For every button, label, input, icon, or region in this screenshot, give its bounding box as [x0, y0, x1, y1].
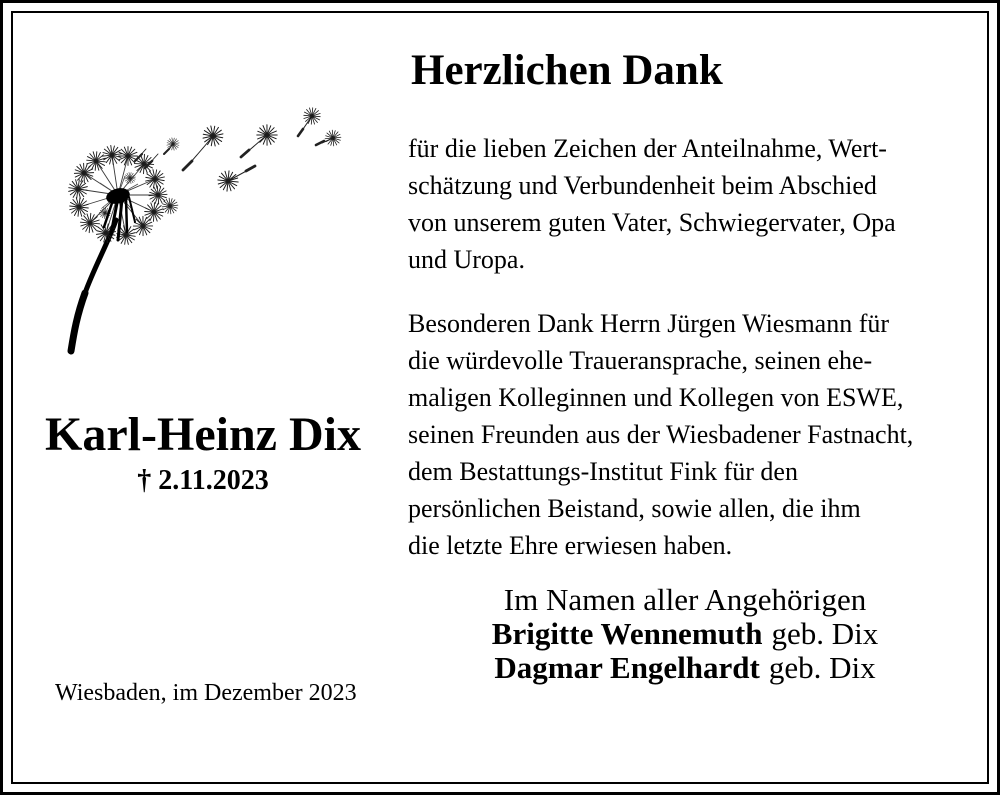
place-dateline: Wiesbaden, im Dezember 2023 — [55, 680, 357, 706]
text-line: seinen Freunden aus der Wiesbadener Fastnacht, — [408, 420, 914, 449]
text-line: und Uropa. — [408, 245, 525, 274]
text-line: für die lieben Zeichen der Anteilnahme, Wert- — [408, 134, 887, 163]
paragraph-condolence-thanks — [408, 130, 986, 278]
family-block — [430, 583, 940, 685]
family-intro: Im Namen aller Angehörigen — [503, 582, 867, 617]
text-line: dem Bestattungs-Institut Fink für den — [408, 457, 798, 486]
family-member — [430, 651, 940, 685]
text-line: die würdevolle Traueransprache, seinen ehe- — [408, 346, 873, 375]
thanks-text — [408, 130, 986, 564]
text-line: Besonderen Dank Herrn Jürgen Wiesmann für — [408, 309, 890, 338]
family-member — [430, 617, 940, 651]
dandelion-icon — [30, 88, 360, 373]
death-date-line — [28, 466, 378, 496]
family-member-name: Brigitte Wennemuth — [491, 616, 763, 651]
deceased-name: Karl-Heinz Dix — [45, 408, 361, 461]
text-line: schätzung und Verbundenheit beim Abschied — [408, 171, 877, 200]
text-line: maligen Kolleginnen und Kollegen von ESWE, — [408, 383, 904, 412]
paragraph-special-thanks — [408, 305, 986, 564]
text-line: die letzte Ehre erwiesen haben. — [408, 531, 733, 560]
page-title: Herzlichen Dank — [411, 47, 723, 94]
dagger-icon: † — [137, 465, 152, 496]
deceased-block — [28, 408, 378, 496]
family-member-name: Dagmar Engelhardt — [494, 650, 760, 685]
text-line: persönlichen Beistand, sowie allen, die ihm — [408, 494, 861, 523]
family-member-suffix: geb. Dix — [771, 616, 879, 651]
family-member-suffix: geb. Dix — [768, 650, 876, 685]
text-line: von unserem guten Vater, Schwiegervater, Opa — [408, 208, 896, 237]
death-date: 2.11.2023 — [158, 465, 269, 496]
